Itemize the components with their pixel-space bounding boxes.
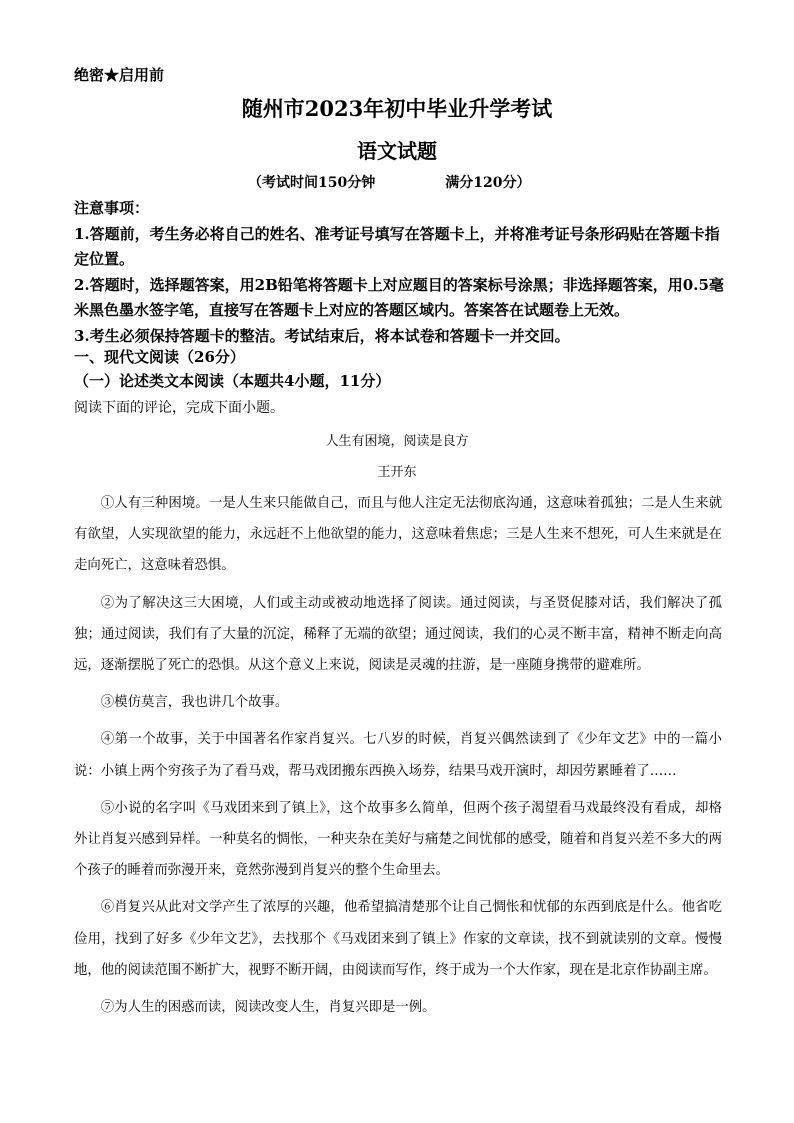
- article-paragraph: ②为了解决这三大困境，人们或主动或被动地选择了阅读。通过阅读，与圣贤促膝对话，我们解决了孤独；通过阅读，我们有了大量的沉淀，稀释了无端的欲望；通过阅读，我们的心灵不断丰富，精神不断走向高远，逐渐摆脱了死亡的恐惧。从这个意义上来说，阅读是灵魂的拄游，是一座随身携带的避难所。: [74, 595, 722, 674]
- article-paragraph: ⑥肖复兴从此对文学产生了浓厚的兴趣，他希望搞清楚那个让自己惆怅和忧郁的东西到底是什么。他省吃俭用，找到了好多《少年文艺》，去找那个《马戏团来到了镇上》作家的文章读，找不到就读别的文章。慢慢地，他的阅读范围不断扩大，视野不断开阔，由阅读而写作，终于成为一个大作家，现在是北京作协副主席。: [74, 900, 722, 978]
- notes-block: [74, 196, 724, 349]
- subsection-heading: （一）论述类文本阅读（本题共4小题，11分）: [74, 372, 391, 390]
- confidential-label: 绝密★启用前: [74, 66, 165, 84]
- exam-title: 随州市2023年初中毕业升学考试: [241, 96, 553, 121]
- notes-item: 2.答题时，选择题答案，用2B铅笔将答题卡上对应题目的答案标号涂黑；非选择题答案，用0.5毫米黑色墨水签字笔，直接写在答题卡上对应的答题区域内。答案答在试题卷上无效。: [74, 275, 724, 319]
- exam-info: [248, 172, 530, 192]
- section-heading: 一、现代文阅读（26分）: [74, 348, 245, 366]
- article-paragraph: ①人有三种困境。一是人生来只能做自己，而且与他人注定无法彻底沟通，这意味着孤独；二是人生来就有欲望，人实现欲望的能力，永远赶不上他欲望的能力，这意味着焦虑；三是人生来不想死，可人生来就是在走向死亡，这意味着恐惧。: [74, 496, 722, 574]
- exam-time: （考试时间150分钟: [248, 175, 376, 191]
- article-paragraph: ⑤小说的名字叫《马戏团来到了镇上》，这个故事多么简单，但两个孩子渴望看马戏最终没有看成，却格外让肖复兴感到异样。一种莫名的惆怅，一种夹杂在美好与痛楚之间忧郁的感受，随着和肖复兴差不多大的两个孩子的睡着而弥漫开来，竟然弥漫到肖复兴的整个生命里去。: [74, 800, 722, 879]
- exam-score: 满分120分）: [445, 175, 531, 191]
- notes-item: 1.答题前，考生务必将自己的姓名、准考证号填写在答题卡上，并将准考证号条形码贴在答题卡指定位置。: [74, 224, 720, 268]
- article-paragraph: ⑦为人生的困惑而读，阅读改变人生，肖复兴即是一例。: [100, 1000, 436, 1016]
- exam-subject: 语文试题: [357, 139, 437, 163]
- article-title: 人生有困境，阅读是良方: [325, 434, 469, 449]
- article-body: [74, 488, 722, 1029]
- article-author: 王开东: [377, 465, 417, 480]
- article-paragraph: ③模仿莫言，我也讲几个故事。: [100, 695, 289, 711]
- notes-heading: 注意事项：: [74, 199, 150, 217]
- notes-item: 3.考生必须保持答题卡的整洁。考试结束后，将本试卷和答题卡一并交回。: [74, 326, 570, 345]
- article-paragraph: ④第一个故事，关于中国著名作家肖复兴。七八岁的时候，肖复兴偶然读到了《少年文艺》中的一篇小说：小镇上两个穷孩子为了看马戏，帮马戏团搬东西换入场券，结果马戏开演时，却因劳累睡着了……: [74, 732, 722, 779]
- reading-instruction: 阅读下面的评论，完成下面小题。: [74, 400, 284, 416]
